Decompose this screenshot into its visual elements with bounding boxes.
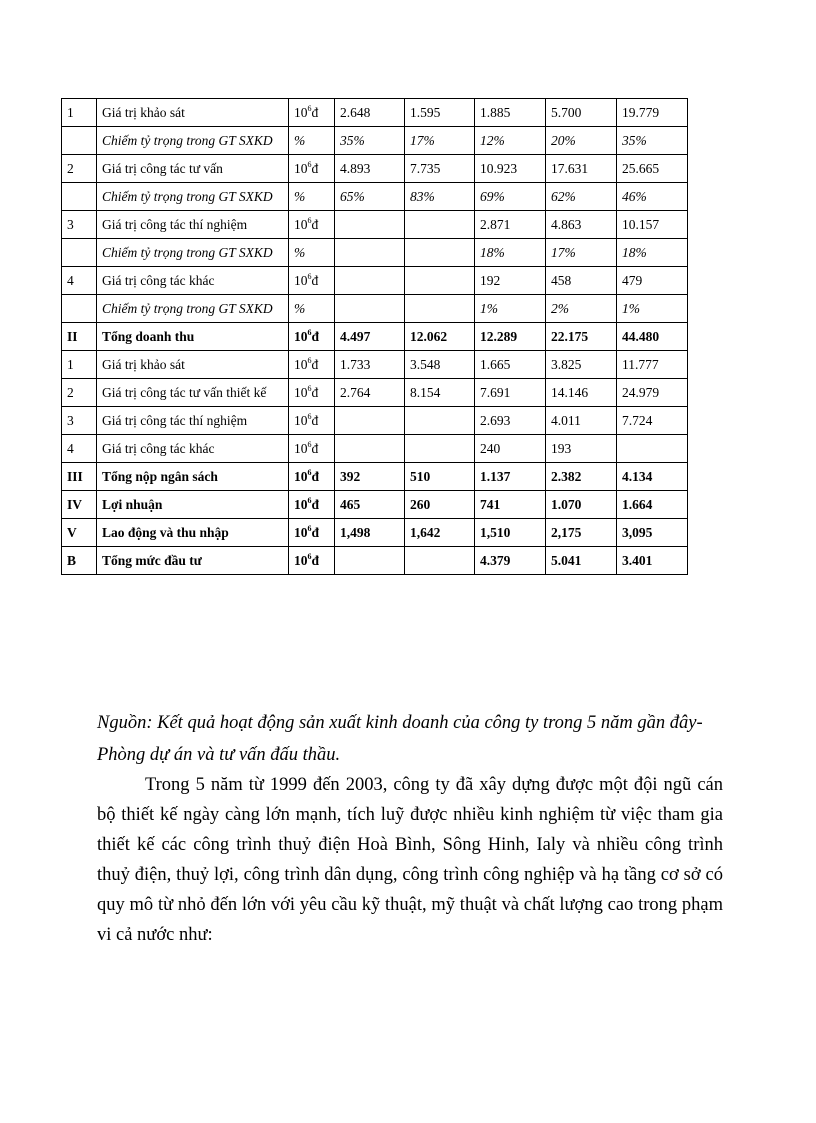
value-col-2 xyxy=(405,407,475,435)
value-col-5 xyxy=(617,435,688,463)
value-col-3: 12% xyxy=(475,127,546,155)
value-col-5: 3,095 xyxy=(617,519,688,547)
value-col-2: 1.595 xyxy=(405,99,475,127)
value-col-5: 11.777 xyxy=(617,351,688,379)
value-col-5: 7.724 xyxy=(617,407,688,435)
table-row xyxy=(62,491,688,519)
row-unit: $10^6đ$ xyxy=(289,267,335,295)
row-label: Giá trị khảo sát xyxy=(97,351,289,379)
value-col-4: 22.175 xyxy=(546,323,617,351)
table-row xyxy=(62,435,688,463)
value-col-3: 741 xyxy=(475,491,546,519)
row-number: 3 xyxy=(62,407,97,435)
row-unit: $10^6đ$ xyxy=(289,407,335,435)
value-col-2 xyxy=(405,547,475,575)
value-col-2: 260 xyxy=(405,491,475,519)
value-col-2: 8.154 xyxy=(405,379,475,407)
value-col-4: 62% xyxy=(546,183,617,211)
row-number xyxy=(62,239,97,267)
row-unit: $10^6đ$ xyxy=(289,155,335,183)
table-row xyxy=(62,211,688,239)
value-col-3: 69% xyxy=(475,183,546,211)
row-label: Chiếm tỷ trọng trong GT SXKD xyxy=(97,239,289,267)
value-col-3: 1,510 xyxy=(475,519,546,547)
row-number: V xyxy=(62,519,97,547)
value-col-2: 12.062 xyxy=(405,323,475,351)
source-note: Nguồn: Kết quả hoạt động sản xuất kinh doanh của công ty trong 5 năm gần đây- Phòng dự án và tư vấn đấu thầu. xyxy=(97,713,703,765)
value-col-4: 20% xyxy=(546,127,617,155)
value-col-1 xyxy=(335,435,405,463)
value-col-2 xyxy=(405,295,475,323)
table-row xyxy=(62,323,688,351)
row-label: Giá trị công tác khác xyxy=(97,435,289,463)
value-col-4: 1.070 xyxy=(546,491,617,519)
value-col-5: 44.480 xyxy=(617,323,688,351)
value-col-5: 25.665 xyxy=(617,155,688,183)
table-row xyxy=(62,239,688,267)
body-paragraph: Trong 5 năm từ 1999 đến 2003, công ty đã xây dựng được một đội ngũ cán bộ thiết kế ngày càng lớn mạnh, tích luỹ được nhiều kinh nghiệm từ việc tham gia thiết kế các công trình thuỷ điện Hoà Bình, Sông Hinh, Ialy và nhiều công trình thuỷ điện, thuỷ lợi, công trình dân dụng, công trình công nghiệp và hạ tầng cơ sở có quy mô từ nhỏ đến lớn với yêu cầu kỹ thuật, mỹ thuật và chất lượng cao trong phạm vi cả nước như: xyxy=(97,775,723,945)
row-label: Tổng mức đầu tư xyxy=(97,547,289,575)
value-col-2: 7.735 xyxy=(405,155,475,183)
row-number: 2 xyxy=(62,379,97,407)
table-row xyxy=(62,519,688,547)
row-number: III xyxy=(62,463,97,491)
row-label: Lợi nhuận xyxy=(97,491,289,519)
value-col-2: 83% xyxy=(405,183,475,211)
row-number xyxy=(62,295,97,323)
table-row xyxy=(62,547,688,575)
value-col-3: 4.379 xyxy=(475,547,546,575)
value-col-5: 479 xyxy=(617,267,688,295)
table-row xyxy=(62,183,688,211)
value-col-2: 3.548 xyxy=(405,351,475,379)
value-col-1: 465 xyxy=(335,491,405,519)
row-number: II xyxy=(62,323,97,351)
value-col-3: 18% xyxy=(475,239,546,267)
row-label: Giá trị công tác tư vấn xyxy=(97,155,289,183)
value-col-1 xyxy=(335,239,405,267)
value-col-1 xyxy=(335,547,405,575)
value-col-1: 65% xyxy=(335,183,405,211)
row-number: 1 xyxy=(62,351,97,379)
value-col-1 xyxy=(335,295,405,323)
value-col-5: 18% xyxy=(617,239,688,267)
value-col-2 xyxy=(405,211,475,239)
value-col-1: 4.497 xyxy=(335,323,405,351)
row-unit: $10^6đ$ xyxy=(289,491,335,519)
value-col-3: 7.691 xyxy=(475,379,546,407)
row-unit: % xyxy=(289,183,335,211)
value-col-4: 17.631 xyxy=(546,155,617,183)
row-unit: % xyxy=(289,239,335,267)
row-label: Giá trị khảo sát xyxy=(97,99,289,127)
value-col-5: 19.779 xyxy=(617,99,688,127)
value-col-2: 510 xyxy=(405,463,475,491)
value-col-3: 240 xyxy=(475,435,546,463)
row-label: Tổng doanh thu xyxy=(97,323,289,351)
row-label: Giá trị công tác thí nghiệm xyxy=(97,211,289,239)
value-col-4: 2.382 xyxy=(546,463,617,491)
row-number: 1 xyxy=(62,99,97,127)
value-col-3: 2.693 xyxy=(475,407,546,435)
value-col-1: 392 xyxy=(335,463,405,491)
value-col-3: 1.885 xyxy=(475,99,546,127)
value-col-5: 1.664 xyxy=(617,491,688,519)
value-col-3: 10.923 xyxy=(475,155,546,183)
value-col-3: 2.871 xyxy=(475,211,546,239)
value-col-4: 2,175 xyxy=(546,519,617,547)
value-col-5: 4.134 xyxy=(617,463,688,491)
row-unit: $10^6đ$ xyxy=(289,519,335,547)
value-col-1: 35% xyxy=(335,127,405,155)
row-label: Chiếm tỷ trọng trong GT SXKD xyxy=(97,127,289,155)
row-unit: $10^6đ$ xyxy=(289,211,335,239)
value-col-2 xyxy=(405,239,475,267)
row-number: 2 xyxy=(62,155,97,183)
value-col-3: 12.289 xyxy=(475,323,546,351)
table-row xyxy=(62,99,688,127)
value-col-4: 5.041 xyxy=(546,547,617,575)
table-row xyxy=(62,463,688,491)
row-label: Chiếm tỷ trọng trong GT SXKD xyxy=(97,295,289,323)
value-col-3: 1.665 xyxy=(475,351,546,379)
row-unit: $10^6đ$ xyxy=(289,99,335,127)
value-col-2: 1,642 xyxy=(405,519,475,547)
value-col-4: 14.146 xyxy=(546,379,617,407)
row-number: 3 xyxy=(62,211,97,239)
row-unit: $10^6đ$ xyxy=(289,379,335,407)
value-col-3: 1% xyxy=(475,295,546,323)
row-number: IV xyxy=(62,491,97,519)
value-col-2 xyxy=(405,267,475,295)
row-number xyxy=(62,183,97,211)
value-col-5: 24.979 xyxy=(617,379,688,407)
table-row xyxy=(62,155,688,183)
value-col-4: 458 xyxy=(546,267,617,295)
row-unit: $10^6đ$ xyxy=(289,463,335,491)
row-label: Giá trị công tác tư vấn thiết kế xyxy=(97,379,289,407)
row-label: Lao động và thu nhập xyxy=(97,519,289,547)
row-number: 4 xyxy=(62,267,97,295)
table-row xyxy=(62,127,688,155)
value-col-2 xyxy=(405,435,475,463)
value-col-5: 35% xyxy=(617,127,688,155)
value-col-2: 17% xyxy=(405,127,475,155)
value-col-1: 1,498 xyxy=(335,519,405,547)
business-results-table xyxy=(61,98,688,575)
value-col-1 xyxy=(335,211,405,239)
row-unit: % xyxy=(289,127,335,155)
value-col-5: 1% xyxy=(617,295,688,323)
row-unit: $10^6đ$ xyxy=(289,435,335,463)
row-label: Tổng nộp ngân sách xyxy=(97,463,289,491)
row-number: 4 xyxy=(62,435,97,463)
value-col-4: 17% xyxy=(546,239,617,267)
table-row xyxy=(62,379,688,407)
row-label: Chiếm tỷ trọng trong GT SXKD xyxy=(97,183,289,211)
row-unit: $10^6đ$ xyxy=(289,547,335,575)
value-col-1: 4.893 xyxy=(335,155,405,183)
value-col-5: 3.401 xyxy=(617,547,688,575)
value-col-1: 1.733 xyxy=(335,351,405,379)
row-label: Giá trị công tác thí nghiệm xyxy=(97,407,289,435)
table-row xyxy=(62,407,688,435)
value-col-3: 192 xyxy=(475,267,546,295)
value-col-4: 4.011 xyxy=(546,407,617,435)
value-col-3: 1.137 xyxy=(475,463,546,491)
row-unit: $10^6đ$ xyxy=(289,351,335,379)
row-unit: % xyxy=(289,295,335,323)
value-col-1: 2.764 xyxy=(335,379,405,407)
value-col-5: 10.157 xyxy=(617,211,688,239)
row-unit: $10^6đ$ xyxy=(289,323,335,351)
table-row xyxy=(62,267,688,295)
value-col-5: 46% xyxy=(617,183,688,211)
value-col-4: 2% xyxy=(546,295,617,323)
row-label: Giá trị công tác khác xyxy=(97,267,289,295)
value-col-4: 4.863 xyxy=(546,211,617,239)
value-col-4: 193 xyxy=(546,435,617,463)
value-col-4: 3.825 xyxy=(546,351,617,379)
table-row xyxy=(62,351,688,379)
table-row xyxy=(62,295,688,323)
value-col-1 xyxy=(335,407,405,435)
value-col-1: 2.648 xyxy=(335,99,405,127)
value-col-4: 5.700 xyxy=(546,99,617,127)
row-number: B xyxy=(62,547,97,575)
row-number xyxy=(62,127,97,155)
value-col-1 xyxy=(335,267,405,295)
